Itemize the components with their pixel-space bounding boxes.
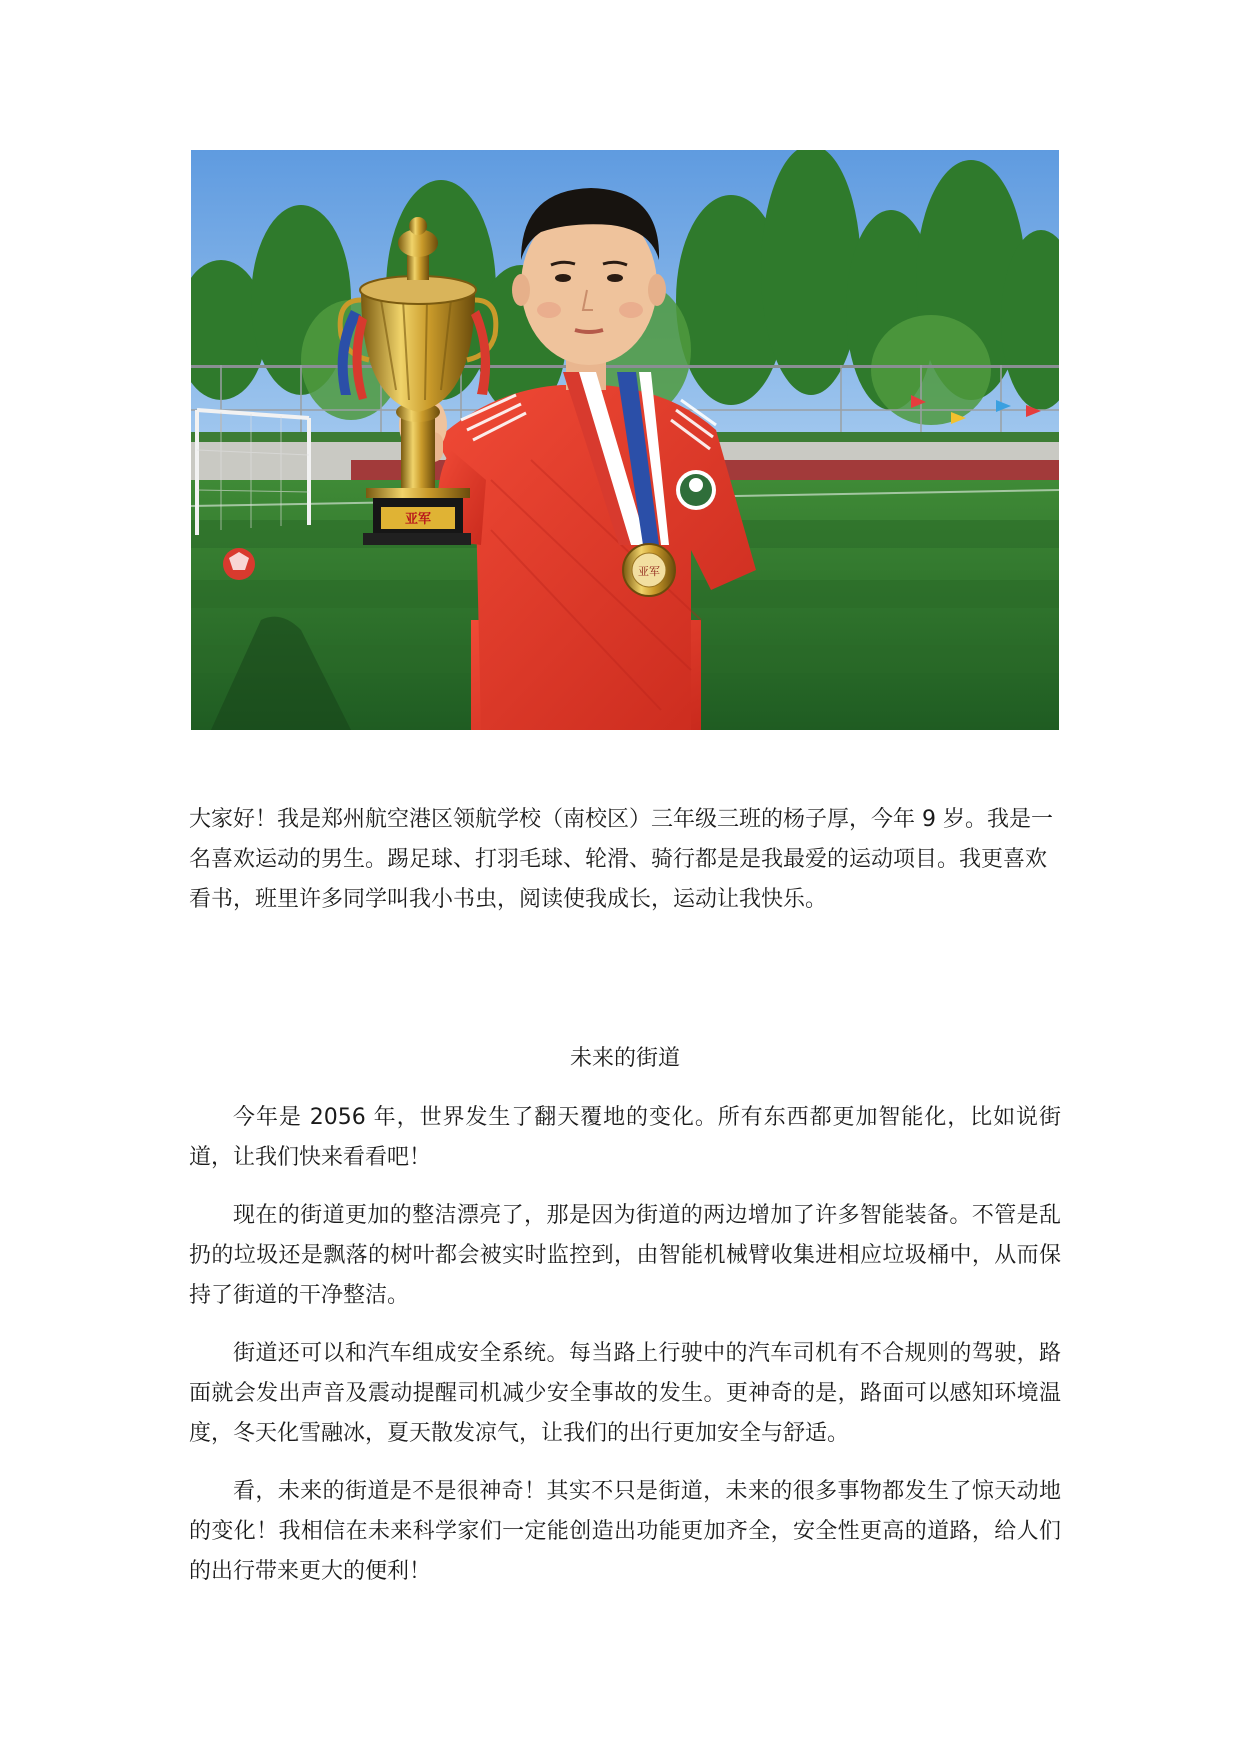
photo-boy-with-trophy: [191, 150, 1059, 730]
essay-title: 未来的街道: [569, 1046, 680, 1071]
trophy-plate-label: 亚军: [404, 512, 432, 527]
essay-paragraph: 街道还可以和汽车组成安全系统。每当路上行驶中的汽车司机有不合规则的驾驶，路面就会发出声音及震动提醒司机减少安全事故的发生。更神奇的是，路面可以感知环境温度，冬天化雪融冰，夏天散发凉气，让我们的出行更加安全与舒适。: [189, 1341, 1061, 1446]
intro-paragraph: 大家好！我是郑州航空港区领航学校（南校区）三年级三班的杨子厚，今年 9 岁。我是一名喜欢运动的男生。踢足球、打羽毛球、轮滑、骑行都是是我最爱的运动项目。我更喜欢看书，班里许多同学叫我小书虫，阅读使我成长，运动让我快乐。: [189, 807, 1053, 912]
essay-paragraph: 今年是 2056 年，世界发生了翻天覆地的变化。所有东西都更加智能化，比如说街道，让我们快来看看吧！: [189, 1105, 1061, 1170]
essay-paragraph: 看，未来的街道是不是很神奇！其实不只是街道，未来的很多事物都发生了惊天动地的变化！我相信在未来科学家们一定能创造出功能更加齐全，安全性更高的道路，给人们的出行带来更大的便利！: [189, 1479, 1061, 1584]
essay-body: [189, 1098, 1061, 1610]
essay-paragraph: 现在的街道更加的整洁漂亮了，那是因为街道的两边增加了许多智能装备。不管是乱扔的垃圾还是飘落的树叶都会被实时监控到，由智能机械臂收集进相应垃圾桶中，从而保持了街道的干净整洁。: [189, 1203, 1061, 1308]
medal-label: 亚军: [638, 565, 660, 578]
